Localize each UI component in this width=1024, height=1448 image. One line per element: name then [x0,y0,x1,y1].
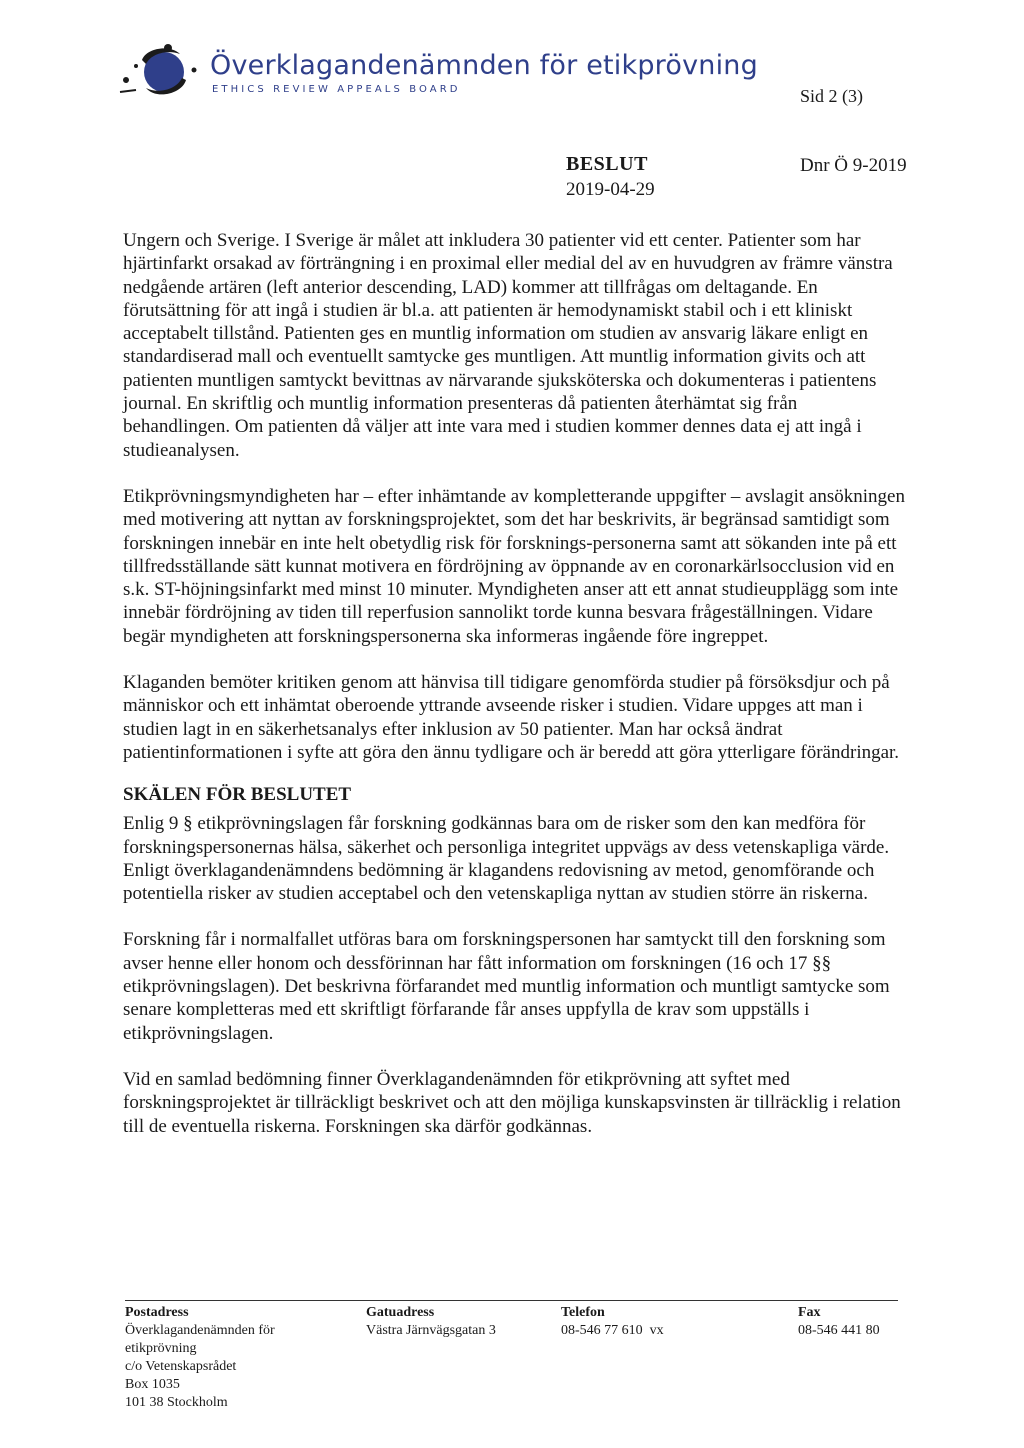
org-subtitle: ETHICS REVIEW APPEALS BOARD [212,84,461,95]
footer-label: Telefon [561,1305,605,1320]
footer-line: 101 38 Stockholm [125,1395,228,1410]
footer-line: Överklagandenämnden för [125,1323,275,1338]
section-heading: SKÄLEN FÖR BESLUTET [123,784,352,806]
footer [125,1304,898,1414]
body-paragraph: Enlig 9 § etikprövningslagen får forskning godkännas bara om de risker som den kan medföra för forskningspersonernas hälsa, säkerhet och personliga integritet uppvägs av dess vetenskapliga värde. Enligt överklagandenämndens bedömning är klagandens redovisning av metod, genomförande och potentiella risker av studien acceptabel och den vetenskapliga nyttan av studien större än riskerna. [123,813,890,905]
ethics-board-logo-icon [112,40,204,100]
document-dnr: Dnr Ö 9-2019 [800,155,907,176]
footer-line: c/o Vetenskapsrådet [125,1359,237,1374]
org-name: Överklagandenämnden för etikprövning [210,50,758,81]
footer-label: Postadress [125,1305,189,1320]
footer-postadress [125,1304,275,1412]
footer-line: Box 1035 [125,1377,180,1392]
footer-fax [798,1304,880,1340]
body-paragraph: Etikprövningsmyndigheten har – efter inhämtande av kompletterande uppgifter – avslagit ansökningen med motivering att nyttan av forskningsprojektet, som det har beskrivits, är begränsad samtidigt som forskningen innebär en inte helt obetydlig risk för forsknings-personerna samt att sökanden inte på ett tillfredsställande sätt kunnat motivera en fördröjning av öppnande av en coronarkärlsocclusion vid en s.k. ST-höjningsinfarkt med minst 10 minuter. Myndigheten anser att ett annat studieupplägg som inte innebär fördröjning av tiden till reperfusion sannolikt torde kunna besvara frågeställningen. Vidare begär myndigheten att forskningspersonerna ska informeras ingående före ingreppet. [123,485,905,647]
footer-divider [125,1300,898,1301]
footer-line: 08-546 441 80 [798,1323,880,1338]
footer-line: Västra Järnvägsgatan 3 [366,1323,496,1338]
footer-line: 08-546 77 610 vx [561,1323,664,1338]
footer-gatuadress [366,1304,496,1340]
body-paragraph: Ungern och Sverige. I Sverige är målet att inkludera 30 patienter vid ett center. Patienter som har hjärtinfarkt orsakad av förträngning i en proximal eller medial del av en huvudgren av främre vänstra nedgående artären (left anterior descending, LAD) kommer att tillfrågas om deltagande. En förutsättning för att ingå i studien är bl.a. att patienten är hemodynamiskt stabil och i ett kliniskt acceptabelt tillstånd. Patienten ges en muntlig information om studien av ansvarig läkare enligt en standardiserad mall och eventuellt samtycke ges muntligen. Att muntlig information givits och att patienten muntligen samtyckt bevittnas av närvarande sjuksköterska och dokumenteras i patientens journal. En skriftlig och muntlig information presenteras då patienten återhämtat sig från behandlingen. Om patienten då väljer att inte vara med i studien kommer dennes data ej att ingå i studieanalysen. [123,230,893,461]
page-number: Sid 2 (3) [800,86,863,106]
document-type: BESLUT [566,153,648,175]
document-body [123,229,905,1161]
body-paragraph: Klaganden bemöter kritiken genom att hänvisa till tidigare genomförda studier på försöksdjur och på människor och ett inhämtat oberoende yttrande avseende risker i studien. Vidare uppges att man i studien lagt in en säkerhetsanalys efter inklusion av 50 patienter. Man har också ändrat patientinformationen i syfte att göra den ännu tydligare och är beredd att göra ytterligare förändringar. [123,672,900,763]
document-date: 2019-04-29 [566,179,655,200]
body-paragraph: Vid en samlad bedömning finner Överklagandenämnden för etikprövning att syftet med forskningsprojektet är tillräckligt beskrivet och att den möjliga kunskapsvinsten är tillräcklig i relation till de eventuella riskerna. Forskningen ska därför godkännas. [123,1068,901,1137]
body-paragraph: Forskning får i normalfallet utföras bara om forskningspersonen har samtyckt till den forskning som avser henne eller honom och dessförinnan har fått information om forskningen (16 och 17 §§ etikprövningslagen). Det beskrivna förfarandet med muntlig information och muntligt samtycke som senare kompletteras med ett skriftligt förfarande får anses uppfylla de krav som uppställs i etikprövningslagen. [123,929,890,1044]
footer-telefon [561,1304,664,1340]
footer-label: Gatuadress [366,1305,435,1320]
footer-line: etikprövning [125,1341,197,1356]
footer-label: Fax [798,1305,821,1320]
